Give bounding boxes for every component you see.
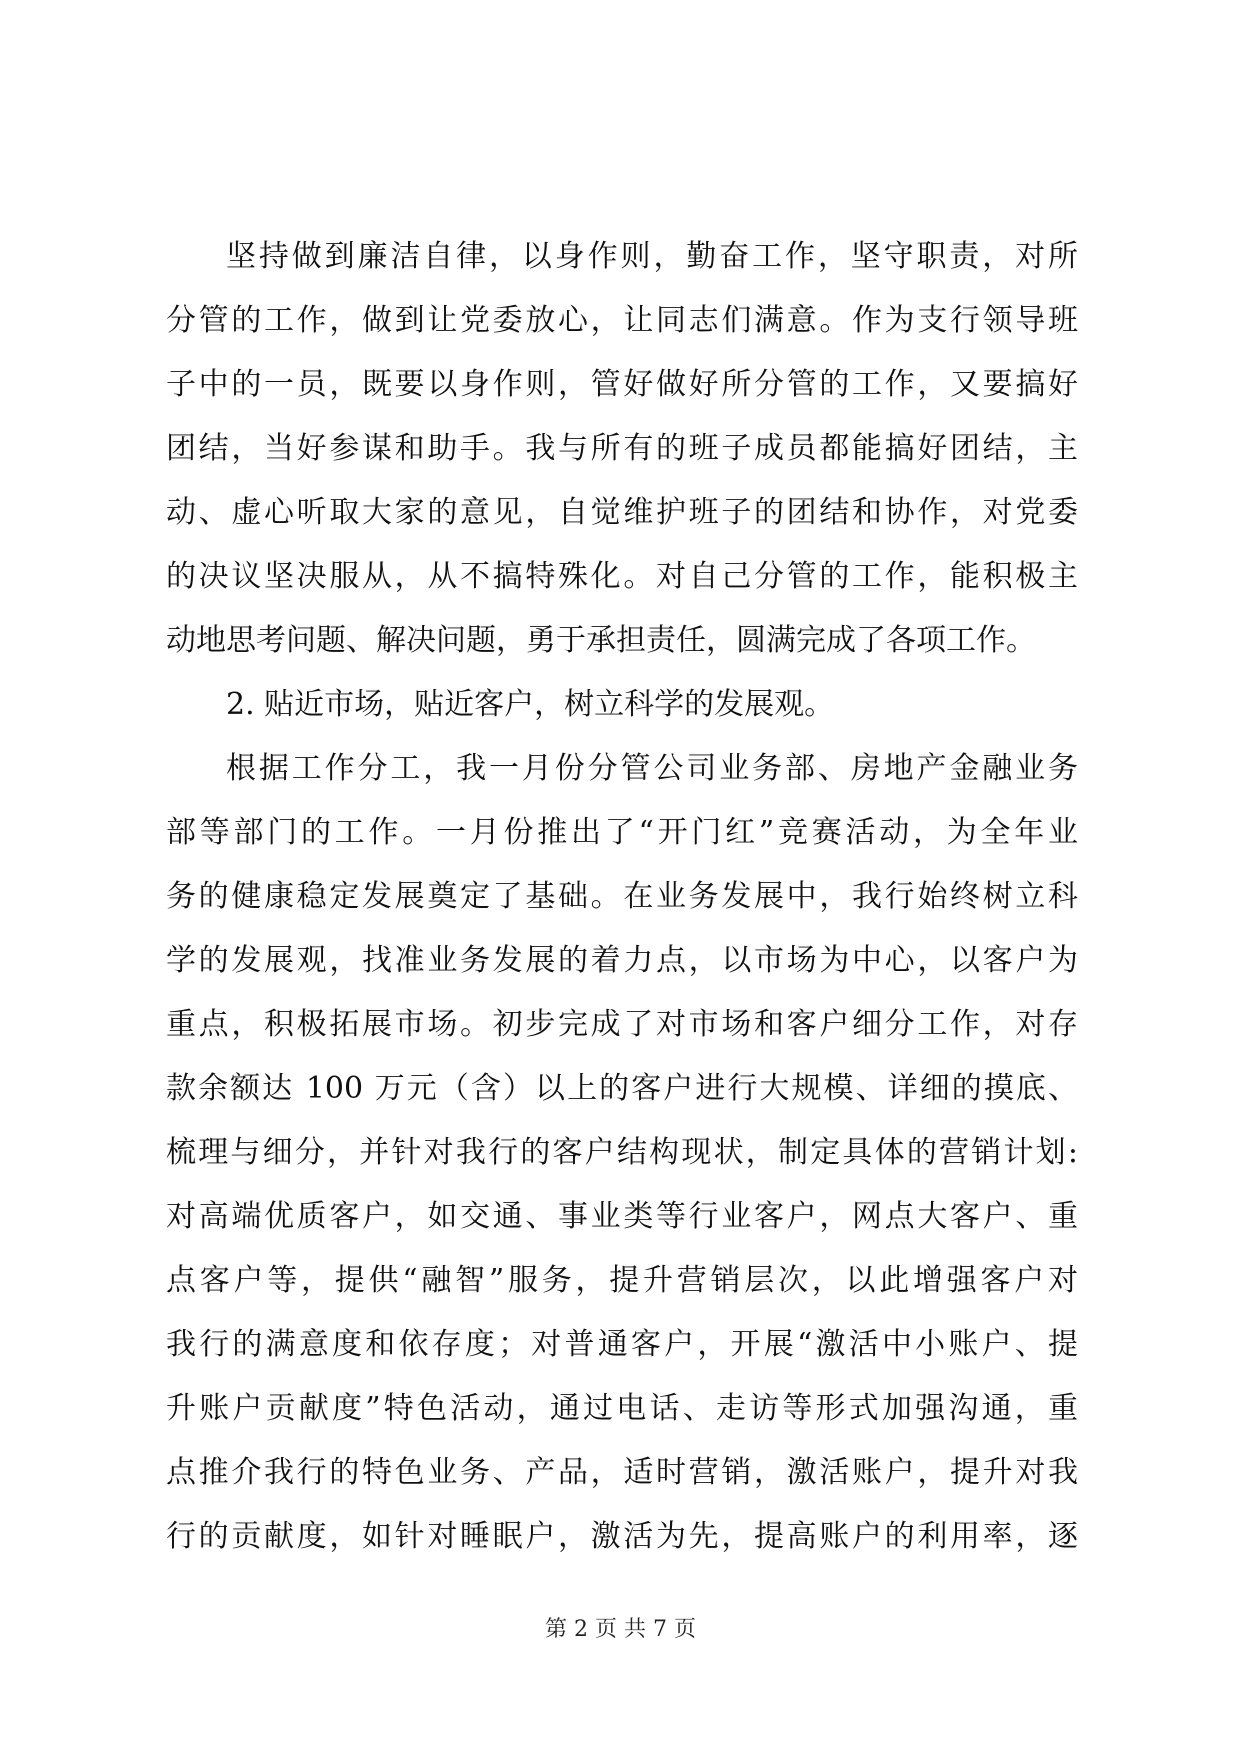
- paragraph-line: 根据工作分工，我一月份分管公司业务部、房地产金融业务: [226, 751, 1078, 786]
- paragraph-line: 的决议坚决服从，从不搞特殊化。对自己分管的工作，能积极主: [166, 559, 1078, 594]
- paragraph-line: 务的健康稳定发展奠定了基础。在业务发展中，我行始终树立科: [166, 879, 1078, 914]
- page-number-footer: 第 2 页 共 7 页: [545, 1617, 696, 1642]
- paragraph-line: 团结，当好参谋和助手。我与所有的班子成员都能搞好团结，主: [166, 431, 1078, 466]
- paragraph-line: 部等部门的工作。一月份推出了“开门红”竞赛活动，为全年业: [166, 815, 1078, 850]
- paragraph-line: 款余额达 100 万元（含）以上的客户进行大规模、详细的摸底、: [166, 1071, 1078, 1106]
- paragraph-line: 坚持做到廉洁自律，以身作则，勤奋工作，坚守职责，对所: [226, 239, 1078, 274]
- paragraph-line: 我行的满意度和依存度；对普通客户，开展“激活中小账户、提: [166, 1327, 1078, 1362]
- paragraph-line: 对高端优质客户，如交通、事业类等行业客户，网点大客户、重: [166, 1199, 1078, 1234]
- document-body: [166, 225, 1078, 1569]
- paragraph-line: 学的发展观，找准业务发展的着力点，以市场为中心，以客户为: [166, 943, 1078, 978]
- paragraph-line: 点推介我行的特色业务、产品，适时营销，激活账户，提升对我: [166, 1455, 1078, 1490]
- paragraph-line: 行的贡献度，如针对睡眠户，激活为先，提高账户的利用率，逐: [166, 1519, 1078, 1554]
- paragraph-line: 动地思考问题、解决问题，勇于承担责任，圆满完成了各项工作。: [166, 623, 1036, 658]
- paragraph-line: 点客户等，提供“融智”服务，提升营销层次，以此增强客户对: [166, 1263, 1078, 1298]
- paragraph-line: 分管的工作，做到让党委放心，让同志们满意。作为支行领导班: [166, 303, 1078, 338]
- paragraph-line: 升账户贡献度”特色活动，通过电话、走访等形式加强沟通，重: [166, 1391, 1078, 1426]
- paragraph-line: 动、虚心听取大家的意见，自觉维护班子的团结和协作，对党委: [166, 495, 1078, 530]
- section-heading: 2. 贴近市场，贴近客户，树立科学的发展观。: [226, 687, 835, 722]
- paragraph-line: 重点，积极拓展市场。初步完成了对市场和客户细分工作，对存: [166, 1007, 1078, 1042]
- paragraph-line: 子中的一员，既要以身作则，管好做好所分管的工作，又要搞好: [166, 367, 1078, 402]
- paragraph-line: 梳理与细分，并针对我行的客户结构现状，制定具体的营销计划:: [166, 1135, 1078, 1170]
